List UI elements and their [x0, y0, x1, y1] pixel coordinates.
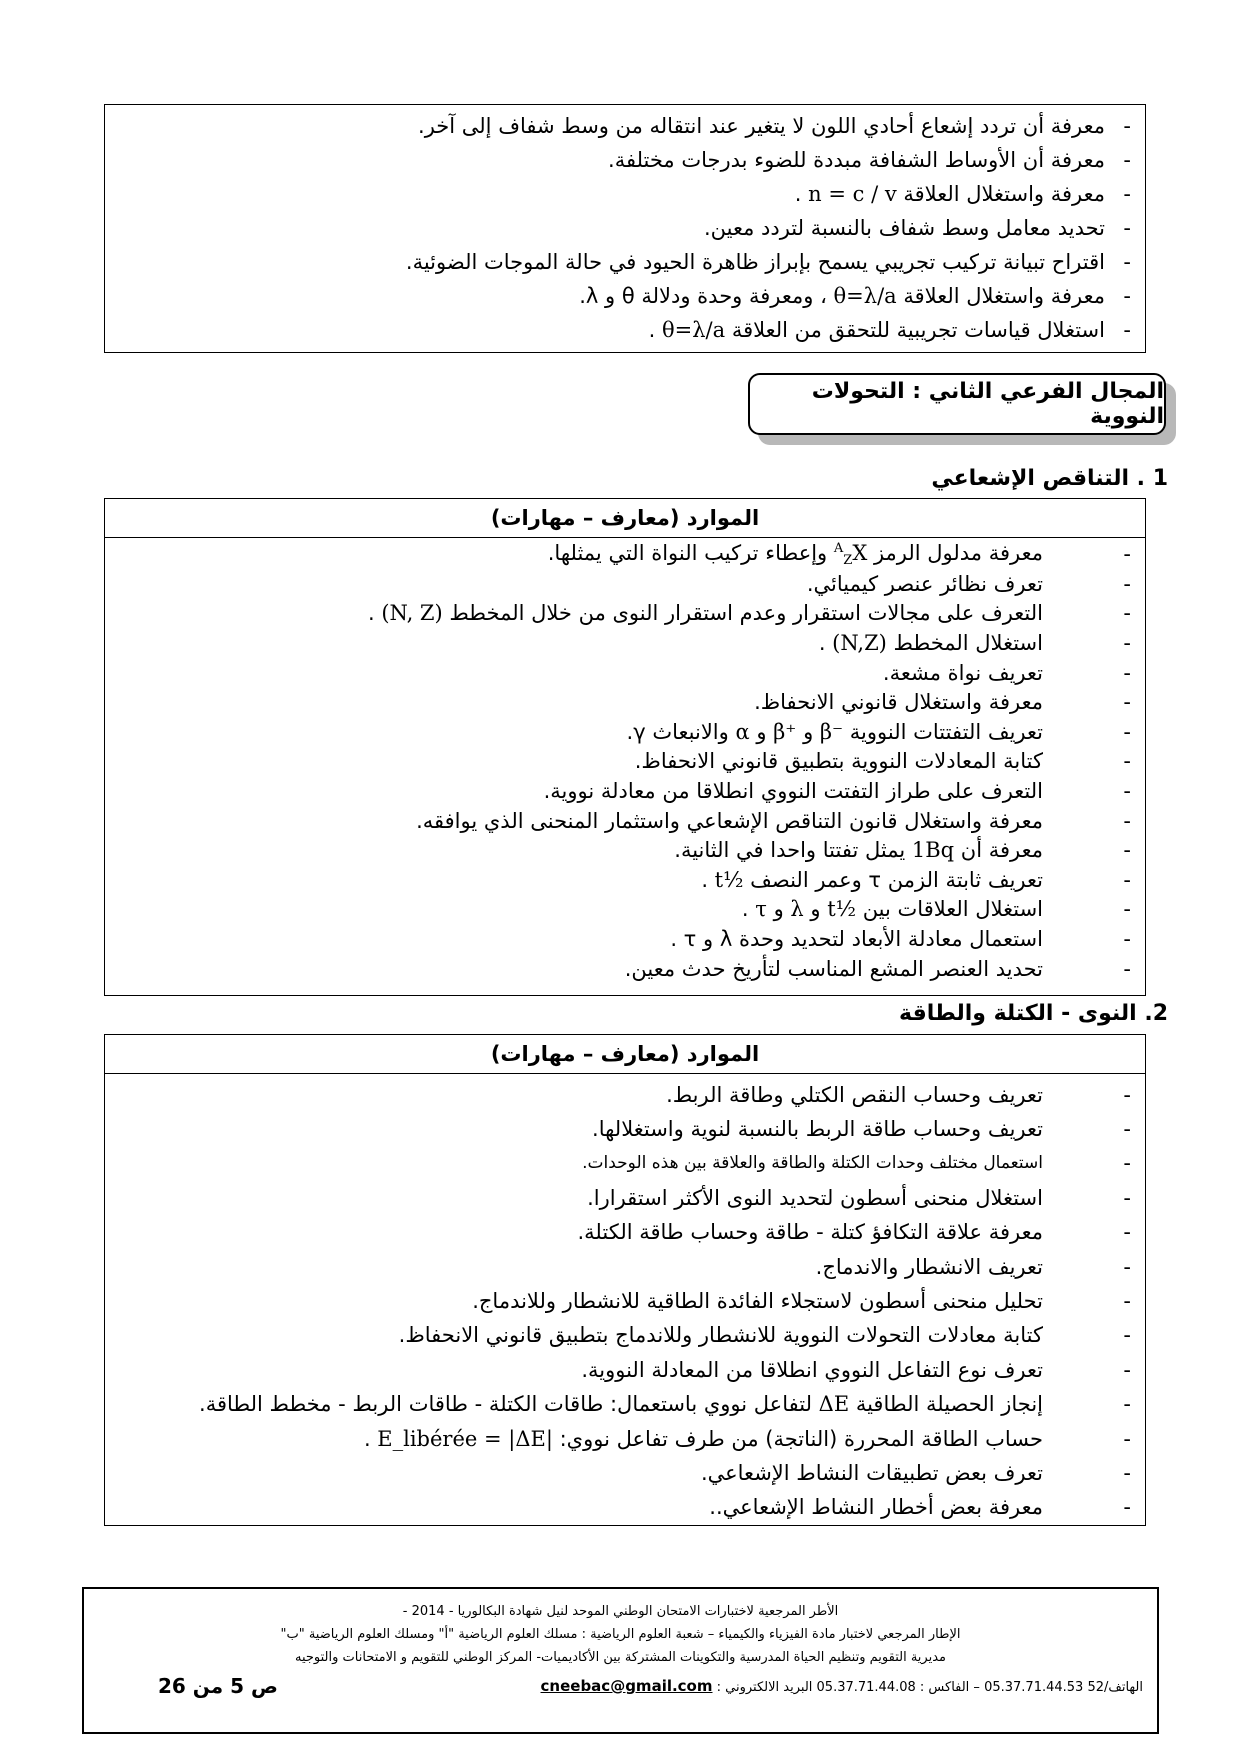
item-text: كتابة معادلات التحولات النووية للانشطار وللاندماج بتطبيق قانوني الانحفاظ.	[398, 1323, 1043, 1348]
bullet-dash: -	[1123, 1460, 1131, 1485]
section2-competency-item	[105, 1250, 1145, 1284]
footer-contact-row	[84, 1674, 1157, 1698]
item-text: تحديد معامل وسط شفاف بالنسبة لتردد معين.	[703, 215, 1105, 240]
optics-competency-item	[105, 245, 1145, 279]
item-text-post: لتفاعل نووي باستعمال: طاقات الكتلة - طاقات الربط - مخطط الطاقة.	[199, 1392, 819, 1417]
bullet-dash: -	[1123, 779, 1131, 804]
optics-competencies-list	[105, 105, 1145, 347]
bullet-dash: -	[1123, 1495, 1131, 1520]
item-text: معرفة علاقة التكافؤ كتلة - طاقة وحساب طاقة الكتلة.	[577, 1220, 1043, 1245]
item-text	[794, 181, 1145, 206]
item-text-pre: استغلال المخطط	[886, 631, 1043, 656]
section1-competency-item	[105, 895, 1145, 925]
optics-competency-item	[105, 279, 1145, 313]
nuclide-symbol	[833, 541, 868, 569]
bullet-dash: -	[1123, 215, 1131, 240]
bullet-dash: -	[1123, 749, 1131, 774]
item-text: تحديد العنصر المشع المناسب لتأريخ حدث معين.	[624, 956, 1043, 981]
optics-competency-item	[105, 313, 1145, 347]
section2-list	[105, 1074, 1145, 1525]
section1-competency-item	[105, 718, 1145, 748]
item-text: معرفة أن الأوساط الشفافة مبددة للضوء بدرجات مختلفة.	[608, 147, 1105, 172]
bullet-dash: -	[1123, 1151, 1131, 1176]
bullet-dash: -	[1123, 283, 1131, 308]
item-text-post: .	[648, 317, 662, 342]
nuclide-mass-number: A	[833, 541, 844, 557]
item-text	[199, 1394, 1145, 1415]
math-expression: 1Bq	[911, 838, 955, 863]
footer-contact: الهاتف/52 05.37.71.44.53 – الفاكس : 05.37.71.44.08 البريد الالكتروني : cneebac@gmail.com	[540, 1677, 1143, 1695]
math-expression: t½	[714, 867, 744, 892]
item-text-pre: تعريف ثابتة الزمن τ وعمر النصف	[743, 867, 1043, 892]
item-text: معرفة أن تردد إشعاع أحادي اللون لا يتغير عند انتقاله من وسط شفاف إلى آخر.	[418, 113, 1105, 138]
bullet-dash: -	[1123, 1357, 1131, 1382]
section2-competency-item	[105, 1422, 1145, 1456]
math-expression: (N,Z)	[832, 631, 887, 656]
bullet-dash: -	[1123, 867, 1131, 892]
nuclide-atomic-number: Z	[843, 553, 853, 569]
item-text	[626, 719, 1145, 744]
nuclide-element: X	[852, 541, 868, 566]
bullet-dash: -	[1123, 719, 1131, 744]
section1-competency-item	[105, 925, 1145, 955]
domain-title	[748, 373, 1166, 435]
section2-competency-item	[105, 1216, 1145, 1250]
bullet-dash: -	[1123, 631, 1131, 656]
item-text-post: .	[818, 631, 833, 656]
section2-table	[104, 1034, 1146, 1526]
item-text-post: .	[367, 601, 382, 626]
section2-competency-item	[105, 1388, 1145, 1422]
item-text-post: .	[363, 1426, 378, 1451]
section2-competency-item	[105, 1147, 1145, 1181]
section1-competency-item	[105, 688, 1145, 718]
item-text-post: والانبعاث γ.	[626, 719, 736, 744]
section2-competency-item	[105, 1112, 1145, 1146]
section1-table	[104, 498, 1146, 996]
section1-competency-item	[105, 540, 1145, 570]
item-text-pre: معرفة أن	[954, 838, 1043, 863]
bullet-dash: -	[1123, 249, 1131, 274]
optics-competency-item	[105, 143, 1145, 177]
section1-title: 1 . التناقص الإشعاعي	[931, 466, 1168, 491]
item-text-post: .	[701, 867, 715, 892]
bullet-dash: -	[1123, 113, 1131, 138]
item-text-pre: تعريف التفتتات النووية	[843, 719, 1043, 744]
item-text	[819, 633, 1145, 654]
section1-list	[105, 538, 1145, 984]
section1-competency-item	[105, 599, 1145, 629]
bullet-dash: -	[1123, 317, 1131, 342]
section1-competency-item	[105, 629, 1145, 659]
section1-competency-item	[105, 866, 1145, 896]
item-text-pre: معرفة واستغلال العلاقة	[896, 283, 1105, 308]
item-text-post: ، ومعرفة وحدة ودلالة θ و λ.	[579, 283, 834, 308]
item-text: استعمال مختلف وحدات الكتلة والطاقة والعلاقة بين هذه الوحدات.	[582, 1153, 1043, 1174]
optics-competency-item	[105, 177, 1145, 211]
item-text: تعرف بعض تطبيقات النشاط الإشعاعي.	[700, 1460, 1043, 1485]
optics-competency-item	[105, 211, 1145, 245]
item-text: استغلال منحنى أسطون لتحديد النوى الأكثر استقرارا.	[587, 1185, 1043, 1210]
section2-competency-item	[105, 1078, 1145, 1112]
section1-header: الموارد (معارف – مهارات)	[105, 499, 1145, 538]
page-footer	[82, 1587, 1159, 1734]
bullet-dash: -	[1123, 1220, 1131, 1245]
bullet-dash: -	[1123, 1254, 1131, 1279]
section1-competency-item	[105, 747, 1145, 777]
bullet-dash: -	[1123, 808, 1131, 833]
item-text: كتابة المعادلات النووية بتطبيق قانوني الانحفاظ.	[634, 749, 1043, 774]
item-text-pre: إنجاز الحصيلة الطاقية	[849, 1392, 1043, 1417]
section1-competency-item	[105, 777, 1145, 807]
item-text-pre: حساب الطاقة المحررة (الناتجة) من طرف تفاعل نووي:	[552, 1426, 1043, 1451]
bullet-dash: -	[1123, 1426, 1131, 1451]
bullet-dash: -	[1123, 571, 1131, 596]
optics-competencies-box	[104, 104, 1146, 353]
math-expression: ΔE	[818, 1392, 850, 1417]
item-text-pre: التعرف على مجالات استقرار وعدم استقرار النوى من خلال المخطط	[442, 601, 1043, 626]
item-text: تعريف وحساب النقص الكتلي وطاقة الربط.	[666, 1082, 1043, 1107]
item-text	[648, 317, 1145, 342]
bullet-dash: -	[1123, 1117, 1131, 1142]
section1-competency-item	[105, 836, 1145, 866]
math-expression: E_libérée = |ΔE|	[377, 1426, 553, 1451]
item-text-pre: استغلال العلاقات بين	[856, 897, 1043, 922]
item-text-post: يمثل تفتتا واحدا في الثانية.	[674, 838, 912, 863]
bullet-dash: -	[1123, 1185, 1131, 1210]
item-text: معرفة واستغلال قانون التناقص الإشعاعي واستثمار المنحنى الذي يوافقه.	[416, 808, 1043, 833]
bullet-dash: -	[1123, 1392, 1131, 1417]
bullet-dash: -	[1123, 927, 1131, 952]
optics-competency-item	[105, 109, 1145, 143]
section2-competency-item	[105, 1491, 1145, 1525]
section1-competency-item	[105, 954, 1145, 984]
item-text-pre: معرفة مدلول الرمز	[867, 541, 1043, 566]
item-text-pre: معرفة واستغلال العلاقة	[896, 181, 1105, 206]
section2-competency-item	[105, 1456, 1145, 1490]
math-expression: α و β⁺ و β⁻	[735, 719, 844, 744]
item-text: معرفة بعض أخطار النشاط الإشعاعي..	[709, 1495, 1043, 1520]
footer-line-3: مديرية التقويم وتنظيم الحياة المدرسية والتكوينات المشتركة بين الأكاديميات- المركز الوطني للتقويم و الامتحانات والتوجيه	[294, 1650, 946, 1665]
bullet-dash: -	[1123, 542, 1131, 567]
section2-title: 2. النوى - الكتلة والطاقة	[899, 1001, 1168, 1026]
section2-competency-item	[105, 1319, 1145, 1353]
bullet-dash: -	[1123, 838, 1131, 863]
item-text	[579, 283, 1145, 308]
bullet-dash: -	[1123, 1289, 1131, 1314]
item-text	[548, 542, 1145, 567]
item-text: التعرف على طراز التفتت النووي انطلاقا من معادلة نووية.	[543, 779, 1043, 804]
bullet-dash: -	[1123, 897, 1131, 922]
item-text	[701, 867, 1145, 892]
item-text: تعرف نوع التفاعل النووي انطلاقا من المعادلة النووية.	[581, 1357, 1043, 1382]
section2-competency-item	[105, 1181, 1145, 1215]
section1-competency-item	[105, 658, 1145, 688]
bullet-dash: -	[1123, 601, 1131, 626]
item-text: اقتراح تبيانة تركيب تجريبي يسمح بإبراز ظاهرة الحيود في حالة الموجات الضوئية.	[405, 249, 1105, 274]
item-text: تعرف نظائر عنصر كيميائي.	[806, 571, 1043, 596]
item-text: تعريف نواة مشعة.	[882, 660, 1043, 685]
item-text: استعمال معادلة الأبعاد لتحديد وحدة λ و τ .	[670, 927, 1043, 952]
item-text	[363, 1426, 1145, 1451]
section2-header: الموارد (معارف – مهارات)	[105, 1035, 1145, 1074]
item-text	[742, 899, 1145, 920]
bullet-dash: -	[1123, 660, 1131, 685]
footer-email[interactable]: cneebac@gmail.com	[540, 1677, 713, 1695]
math-expression: θ=λ/a	[661, 317, 726, 342]
item-text: تحليل منحنى أسطون لاستجلاء الفائدة الطاقية للانشطار وللاندماج.	[472, 1289, 1043, 1314]
section1-competency-item	[105, 570, 1145, 600]
bullet-dash: -	[1123, 956, 1131, 981]
item-text: معرفة واستغلال قانوني الانحفاظ.	[754, 690, 1043, 715]
bullet-dash: -	[1123, 1323, 1131, 1348]
section1-competency-item	[105, 806, 1145, 836]
footer-line-1: الأطر المرجعية لاختبارات الامتحان الوطني الموحد لنيل شهادة البكالوريا - 2014 -	[402, 1604, 839, 1619]
item-text-post: .	[794, 181, 809, 206]
section2-competency-item	[105, 1284, 1145, 1318]
page-number: ص 5 من 26	[158, 1674, 278, 1698]
bullet-dash: -	[1123, 1082, 1131, 1107]
bullet-dash: -	[1123, 181, 1131, 206]
item-text: تعريف وحساب طاقة الربط بالنسبة لنوية واستغلالها.	[592, 1117, 1043, 1142]
math-expression: n = c / v	[808, 181, 897, 206]
math-expression: τ و λ و t½	[755, 897, 857, 922]
bullet-dash: -	[1123, 690, 1131, 715]
footer-line-2: الإطار المرجعي لاختبار مادة الفيزياء والكيمياء – شعبة العلوم الرياضية : مسلك العلوم الرياضية "أ" ومسلك العلوم الرياضية "ب"	[280, 1627, 961, 1642]
domain-title-text: المجال الفرعي الثاني : التحولات النووية	[811, 379, 1164, 429]
section2-competency-item	[105, 1353, 1145, 1387]
math-expression: (N, Z)	[381, 601, 443, 626]
math-expression: θ=λ/a	[833, 283, 897, 308]
item-text-post: وإعطاء تركيب النواة التي يمثلها.	[547, 541, 834, 566]
item-text: تعريف الانشطار والاندماج.	[815, 1254, 1043, 1279]
item-text	[674, 840, 1145, 861]
item-text-post: .	[741, 897, 756, 922]
bullet-dash: -	[1123, 147, 1131, 172]
item-text-pre: استغلال قياسات تجريبية للتحقق من العلاقة	[725, 317, 1105, 342]
item-text	[368, 603, 1145, 624]
